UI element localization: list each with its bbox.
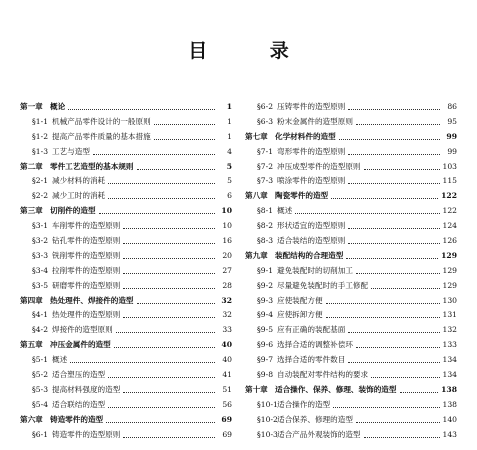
toc-entry-title: 喷涂零件的造型原则 (277, 176, 346, 186)
toc-entry-number: §3-1 (32, 221, 49, 231)
toc-entry-title: 粉末金属件的造型原则 (277, 116, 353, 126)
toc-entry-number: §5-3 (32, 384, 49, 394)
toc-entry-title: 概论 (50, 102, 66, 111)
toc-entry-page: 134 (442, 370, 457, 380)
dot-leader (348, 154, 440, 155)
dot-leader (371, 377, 439, 378)
toc-entry-title: 避免装配时的切削加工 (277, 265, 353, 275)
toc-entry-number: §4-2 (32, 325, 49, 335)
toc-section-entry (245, 413, 457, 428)
toc-section-entry (20, 323, 232, 338)
toc-entry-title: 冲压金属件的造型 (50, 340, 111, 350)
toc-entry-title: 应有正确的装配基面 (277, 325, 346, 335)
toc-entry-title: 应使装配方便 (277, 295, 323, 305)
dot-leader (108, 198, 215, 199)
toc-section-entry (20, 279, 232, 294)
toc-section-entry (20, 383, 232, 398)
toc-section-entry (20, 189, 232, 204)
toc-entry-page: 51 (222, 384, 232, 394)
toc-entry-page: 143 (442, 429, 457, 439)
toc-entry-page: 126 (442, 236, 457, 246)
dot-leader (348, 243, 439, 244)
toc-section-entry (20, 249, 232, 264)
toc-entry-page: 132 (442, 325, 457, 335)
toc-entry-page: 1 (227, 116, 232, 126)
page-title: 目 录 (188, 40, 317, 62)
toc-entry-title: 装配结构的合理造型 (275, 250, 344, 260)
toc-entry-title: 车削零件的造型原则 (52, 221, 121, 231)
toc-entry-number: §9-8 (257, 370, 274, 380)
toc-section-entry (245, 368, 457, 383)
dot-leader (333, 407, 439, 408)
toc-entry-number: §10-3 (257, 429, 278, 439)
dot-leader (326, 303, 440, 304)
toc-entry-title: 减少材料的消耗 (52, 176, 106, 186)
toc-section-entry (20, 368, 232, 383)
toc-entry-title: 切削件的造型 (50, 206, 96, 216)
toc-section-entry (20, 398, 232, 413)
dot-leader (339, 139, 440, 140)
toc-section-entry (245, 219, 457, 234)
dot-leader (123, 392, 215, 393)
toc-section-entry (245, 174, 457, 189)
toc-entry-number: §3-4 (32, 265, 49, 275)
toc-entry-page: 130 (442, 295, 457, 305)
toc-entry-page: 115 (442, 176, 457, 186)
toc-chapter-entry (245, 130, 457, 145)
toc-entry-number: §9-2 (257, 280, 274, 290)
toc-entry-number: §3-2 (32, 236, 49, 246)
toc-section-entry (245, 353, 457, 368)
toc-entry-page: 27 (222, 265, 232, 275)
dot-leader (114, 347, 215, 348)
toc-entry-page: 6 (227, 191, 232, 201)
toc-entry-page: 56 (222, 399, 232, 409)
dot-leader (348, 183, 439, 184)
toc-entry-page: 16 (222, 236, 232, 246)
toc-entry-number: §8-1 (257, 206, 274, 216)
dot-leader (116, 332, 215, 333)
toc-entry-number: §5-2 (32, 370, 49, 380)
toc-entry-page: 124 (442, 221, 457, 231)
toc-entry-number: §9-4 (257, 310, 274, 320)
dot-leader (68, 109, 215, 110)
toc-entry-page: 99 (446, 131, 457, 141)
dot-leader (137, 169, 215, 170)
toc-chapter-entry (20, 160, 232, 175)
toc-chapter-entry (20, 294, 232, 309)
toc-entry-page: 32 (221, 295, 232, 305)
toc-entry-page: 99 (447, 146, 457, 156)
dot-leader (93, 154, 215, 155)
toc-entry-title: 工艺与造型 (52, 146, 90, 156)
toc-entry-title: 自动装配对零件结构的要求 (277, 370, 369, 380)
dot-leader (356, 124, 440, 125)
toc-section-entry (245, 145, 457, 160)
toc-entry-page: 10 (222, 221, 232, 231)
toc-section-entry (20, 130, 232, 145)
toc-entry-title: 适合装结的造型原则 (277, 236, 346, 246)
toc-entry-number: §10-2 (257, 414, 278, 424)
toc-entry-page: 5 (226, 161, 232, 171)
toc-entry-title: 适合操作、保养、修理、装饰的造型 (275, 384, 397, 394)
dot-leader (364, 169, 440, 170)
toc-section-entry (20, 264, 232, 279)
toc-section-entry (245, 323, 457, 338)
toc-entry-title: 铸造零件的造型 (50, 414, 104, 424)
toc-section-entry (20, 219, 232, 234)
toc-entry-page: 133 (442, 340, 457, 350)
toc-chapter-entry (20, 100, 232, 115)
dot-leader (108, 377, 215, 378)
toc-entry-page: 28 (222, 280, 232, 290)
toc-entry-number: §9-5 (257, 325, 274, 335)
dot-leader (356, 347, 440, 348)
dot-leader (348, 228, 439, 229)
toc-entry-title: 适合操作的造型 (277, 399, 331, 409)
toc-entry-number: 第五章 (20, 340, 43, 350)
toc-entry-page: 41 (222, 370, 232, 380)
toc-entry-number: §2-2 (32, 191, 49, 201)
toc-entry-page: 131 (442, 310, 457, 320)
toc-entry-title: 概述 (277, 206, 293, 216)
toc-entry-title: 陶瓷零件的造型 (275, 191, 329, 201)
toc-entry-page: 10 (221, 206, 232, 216)
toc-entry-title: 减少工时的消耗 (52, 191, 106, 201)
toc-entry-page: 69 (222, 429, 232, 439)
dot-leader (123, 437, 215, 438)
toc-entry-number: §2-1 (32, 176, 49, 186)
toc-entry-title: 冲压成型零件的造型原则 (277, 161, 361, 171)
toc-entry-number: §9-6 (257, 340, 274, 350)
toc-entry-number: §6-2 (257, 102, 274, 111)
toc-section-entry (245, 234, 457, 249)
toc-entry-title: 机械产品零件设计的一般原则 (52, 116, 151, 126)
toc-entry-page: 33 (222, 325, 232, 335)
dot-leader (295, 213, 439, 214)
toc-entry-title: 适合保养、修理的造型 (277, 414, 353, 424)
toc-entry-title: 拉削零件的造型原则 (52, 265, 121, 275)
toc-entry-number: §3-5 (32, 280, 49, 290)
toc-entry-page: 32 (222, 310, 232, 320)
dot-leader (108, 183, 215, 184)
toc-entry-number: §8-3 (257, 236, 274, 246)
toc-entry-page: 138 (442, 399, 457, 409)
toc-entry-number: 第四章 (20, 295, 43, 305)
toc-section-entry (20, 428, 232, 443)
dot-leader (123, 273, 215, 274)
toc-chapter-entry (245, 383, 457, 398)
toc-entry-page: 1 (226, 102, 232, 111)
toc-entry-number: §1-3 (32, 146, 49, 156)
toc-left-column (20, 100, 232, 442)
toc-entry-number: 第十章 (245, 384, 268, 394)
toc-chapter-entry (245, 249, 457, 264)
toc-entry-number: §10-1 (257, 399, 278, 409)
toc-entry-title: 压铸零件的造型原则 (277, 102, 346, 111)
toc-entry-title: 研磨零件的造型原则 (52, 280, 121, 290)
toc-section-entry (20, 353, 232, 368)
toc-entry-page: 140 (442, 414, 457, 424)
toc-entry-page: 122 (442, 206, 457, 216)
toc-entry-number: 第八章 (245, 191, 268, 201)
toc-entry-number: §5-1 (32, 355, 49, 365)
toc-entry-title: 零件工艺造型的基本规则 (50, 161, 134, 171)
toc-entry-page: 40 (222, 355, 232, 365)
toc-entry-title: 热处理件、焊接件的造型 (50, 295, 134, 305)
dot-leader (70, 362, 215, 363)
toc-entry-title: 适合产品外观装饰的造型 (277, 429, 361, 439)
dot-leader (348, 332, 439, 333)
toc-entry-number: §5-4 (32, 399, 49, 409)
toc-entry-number: 第一章 (20, 102, 43, 111)
toc-section-entry (245, 264, 457, 279)
toc-section-entry (245, 115, 457, 130)
toc-entry-title: 钻孔零件的造型原则 (52, 236, 121, 246)
toc-entry-number: §3-3 (32, 250, 49, 260)
toc-entry-page: 129 (441, 250, 457, 260)
toc-entry-number: 第九章 (245, 250, 268, 260)
toc-section-entry (245, 204, 457, 219)
toc-chapter-entry (20, 338, 232, 353)
dot-leader (154, 124, 215, 125)
toc-chapter-entry (20, 413, 232, 428)
toc-entry-page: 103 (442, 161, 457, 171)
dot-leader (400, 392, 439, 393)
toc-section-entry (20, 308, 232, 323)
toc-entry-number: §6-3 (257, 116, 274, 126)
toc-section-entry (20, 115, 232, 130)
toc-entry-title: 适合塑压的造型 (52, 370, 106, 380)
toc-entry-number: §1-2 (32, 131, 49, 141)
toc-section-entry (20, 234, 232, 249)
toc-entry-page: 138 (441, 384, 457, 394)
toc-chapter-entry (20, 204, 232, 219)
toc-entry-title: 应使拆卸方便 (277, 310, 323, 320)
dot-leader (356, 273, 440, 274)
toc-entry-number: §7-3 (257, 176, 274, 186)
toc-entry-number: §6-1 (32, 429, 49, 439)
toc-entry-title: 提高材料强度的造型 (52, 384, 121, 394)
toc-section-entry (245, 279, 457, 294)
toc-entry-number: §1-1 (32, 116, 49, 126)
dot-leader (348, 362, 439, 363)
dot-leader (123, 317, 215, 318)
toc-entry-number: 第二章 (20, 161, 43, 171)
toc-entry-title: 概述 (52, 355, 68, 365)
toc-entry-title: 化学材料件的造型 (275, 131, 336, 141)
toc-entry-number: 第六章 (20, 414, 43, 424)
toc-entry-title: 选择合适的调整补偿环 (277, 340, 353, 350)
dot-leader (123, 258, 215, 259)
dot-leader (346, 258, 438, 259)
dot-leader (99, 213, 215, 214)
dot-leader (348, 109, 440, 110)
toc-entry-number: §9-7 (257, 355, 274, 365)
toc-entry-title: 尽量避免装配时的手工修配 (277, 280, 369, 290)
toc-entry-title: 铣削零件的造型原则 (52, 250, 121, 260)
toc-entry-number: §4-1 (32, 310, 49, 320)
toc-entry-title: 焊接件的造型原则 (52, 325, 113, 335)
toc-entry-page: 122 (441, 191, 457, 201)
toc-entry-title: 选择合适的零件数目 (277, 355, 346, 365)
dot-leader (364, 437, 440, 438)
toc-entry-page: 129 (442, 265, 457, 275)
toc-section-entry (245, 100, 457, 115)
toc-right-column (245, 100, 457, 442)
toc-entry-title: 热处理件的造型原则 (52, 310, 121, 320)
dot-leader (108, 407, 215, 408)
toc-entry-page: 40 (221, 340, 232, 350)
toc-entry-number: §8-2 (257, 221, 274, 231)
toc-entry-page: 20 (222, 250, 232, 260)
toc-entry-page: 134 (442, 355, 457, 365)
dot-leader (137, 303, 215, 304)
dot-leader (123, 288, 215, 289)
dot-leader (123, 228, 215, 229)
dot-leader (356, 422, 440, 423)
dot-leader (123, 243, 215, 244)
toc-entry-number: §7-2 (257, 161, 274, 171)
toc-entry-number: §7-1 (257, 146, 274, 156)
toc-section-entry (245, 398, 457, 413)
toc-entry-page: 1 (227, 131, 232, 141)
toc-section-entry (20, 145, 232, 160)
toc-entry-number: §9-1 (257, 265, 274, 275)
dot-leader (371, 288, 439, 289)
toc-chapter-entry (245, 189, 457, 204)
dot-leader (331, 198, 438, 199)
toc-section-entry (245, 308, 457, 323)
toc-section-entry (245, 294, 457, 309)
toc-section-entry (245, 160, 457, 175)
toc-section-entry (245, 428, 457, 443)
toc-entry-title: 弯形零件的造型原则 (277, 146, 346, 156)
toc-section-entry (20, 174, 232, 189)
toc-entry-page: 69 (221, 414, 232, 424)
toc-entry-page: 5 (227, 176, 232, 186)
toc-entry-page: 4 (227, 146, 232, 156)
toc-entry-title: 形状适宜的造型原则 (277, 221, 346, 231)
dot-leader (326, 317, 440, 318)
toc-entry-page: 86 (447, 102, 457, 111)
toc-section-entry (245, 338, 457, 353)
toc-entry-title: 铸造零件的造型原则 (52, 429, 121, 439)
toc-entry-number: 第七章 (245, 131, 268, 141)
dot-leader (154, 139, 215, 140)
toc-entry-title: 提高产品零件质量的基本措施 (52, 131, 151, 141)
dot-leader (106, 422, 215, 423)
toc-entry-page: 95 (447, 116, 457, 126)
toc-entry-number: §9-3 (257, 295, 274, 305)
toc-entry-title: 适合联结的造型 (52, 399, 106, 409)
toc-entry-page: 129 (442, 280, 457, 290)
toc-entry-number: 第三章 (20, 206, 43, 216)
